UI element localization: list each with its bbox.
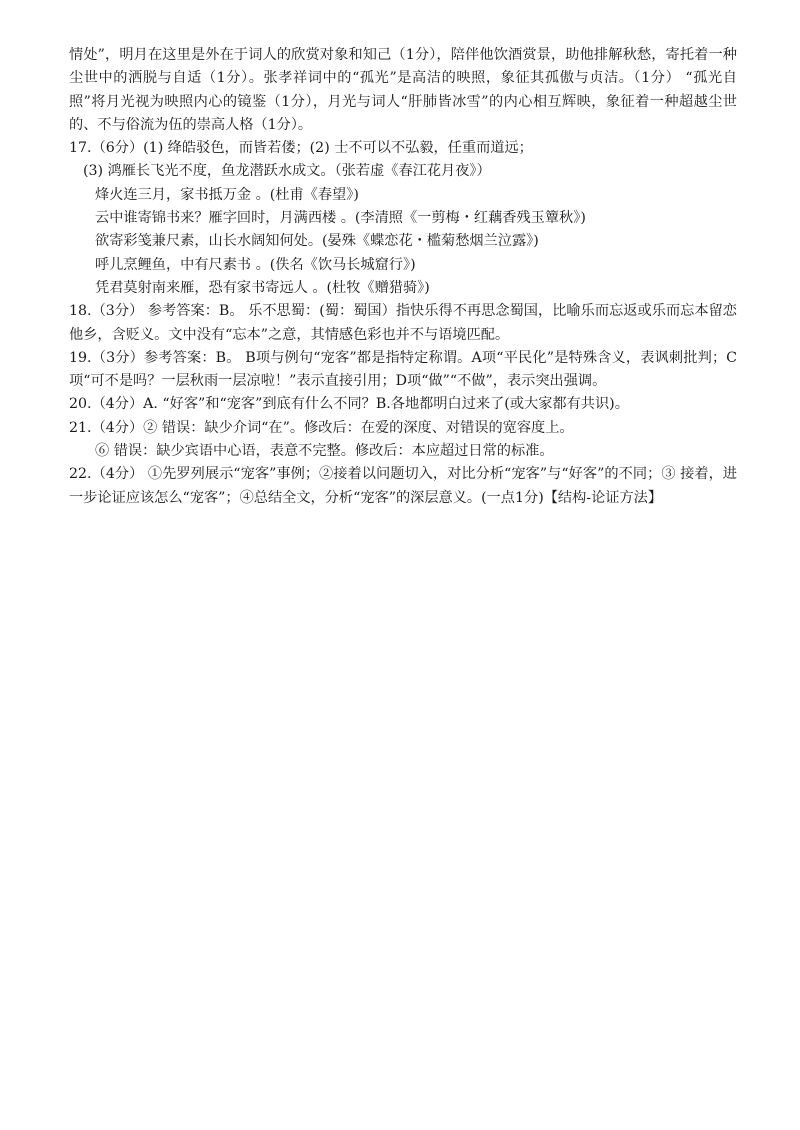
q17-answer [69,137,737,300]
q17-line-4: 云中谁寄锦书来？雁字回时，月满西楼 。(李清照《一剪梅・红藕香残玉簟秋》) [95,210,586,227]
q16-answer-continuation: 情处”，明月在这里是外在于词人的欣赏对象和知己（1分），陪伴他饮酒赏景，助他排解秋愁，寄托着一种尘世中的洒脱与自适（1分）。张孝祥词中的“孤光”是高洁的映照，象征其孤傲与贞洁。（1分） “孤光自照”将月光视为映照内心的镜鉴（1分），月光与词人“肝肺皆冰雪”的内心相互辉映，象征着一种超越尘世的、不与俗流为伍的崇高人格（1分）。 [69,47,737,133]
q19-answer: 19.（3分）参考答案：B。 B项与例句“宠客”都是指特定称谓。A项“平民化”是特殊含义，表讽刺批判；C项“可不是吗？一层秋雨一层凉啦！”表示直接引用；D项“做”“不做”，表示突出强调。 [69,349,737,390]
q17-line-7: 凭君莫射南来雁，恐有家书寄远人 。(杜牧《赠猎骑》) [95,279,430,296]
q17-line-3: 烽火连三月，家书抵万金 。(杜甫《春望》) [95,186,359,203]
q21-line-2: ⑥ 错误：缺少宾语中心语，表意不完整。修改后：本应超过日常的标准。 [95,443,554,460]
q18-answer: 18.（3分） 参考答案：B。 乐不思蜀：(蜀：蜀国）指快乐得不再思念蜀国，比喻乐而忘返或乐而忘本留恋他乡，含贬义。文中没有“忘本”之意，其情感色彩也并不与语境匹配。 [69,303,737,343]
q20-answer: 20.（4分）A. “好客”和“宠客”到底有什么不同？B.各地都明白过来了(或大家都有共识)。 [69,396,629,413]
answer-content [69,44,737,510]
q17-line-2: (3) 鸿雁长飞光不度，鱼龙潜跃水成文。（张若虚《春江花月夜》） [83,163,491,180]
q21-answer [69,417,737,464]
q17-line-5: 欲寄彩笺兼尺素，山长水阔知何处。(晏殊《蝶恋花・槛菊愁烟兰泣露》) [95,233,539,250]
q22-answer: 22.（4分） ①先罗列展示“宠客”事例；②接着以问题切入，对比分析“宠客”与“好客”的不同；③ 接着，进一步论证应该怎么“宠客”；④总结全文，分析“宠客”的深层意义。(一点1分)【结构-论证方法】 [69,466,737,506]
q17-line-1: 17.（6分）(1) 绛皓驳色，而皆若偻；(2) 士不可以不弘毅，任重而道远； [69,140,533,157]
q17-line-6: 呼儿烹鲤鱼，中有尺素书 。(佚名《饮马长城窟行》) [95,256,416,273]
q21-line-1: 21.（4分）② 错误：缺少介词“在”。修改后：在爱的深度、对错误的宽容度上。 [69,419,574,436]
